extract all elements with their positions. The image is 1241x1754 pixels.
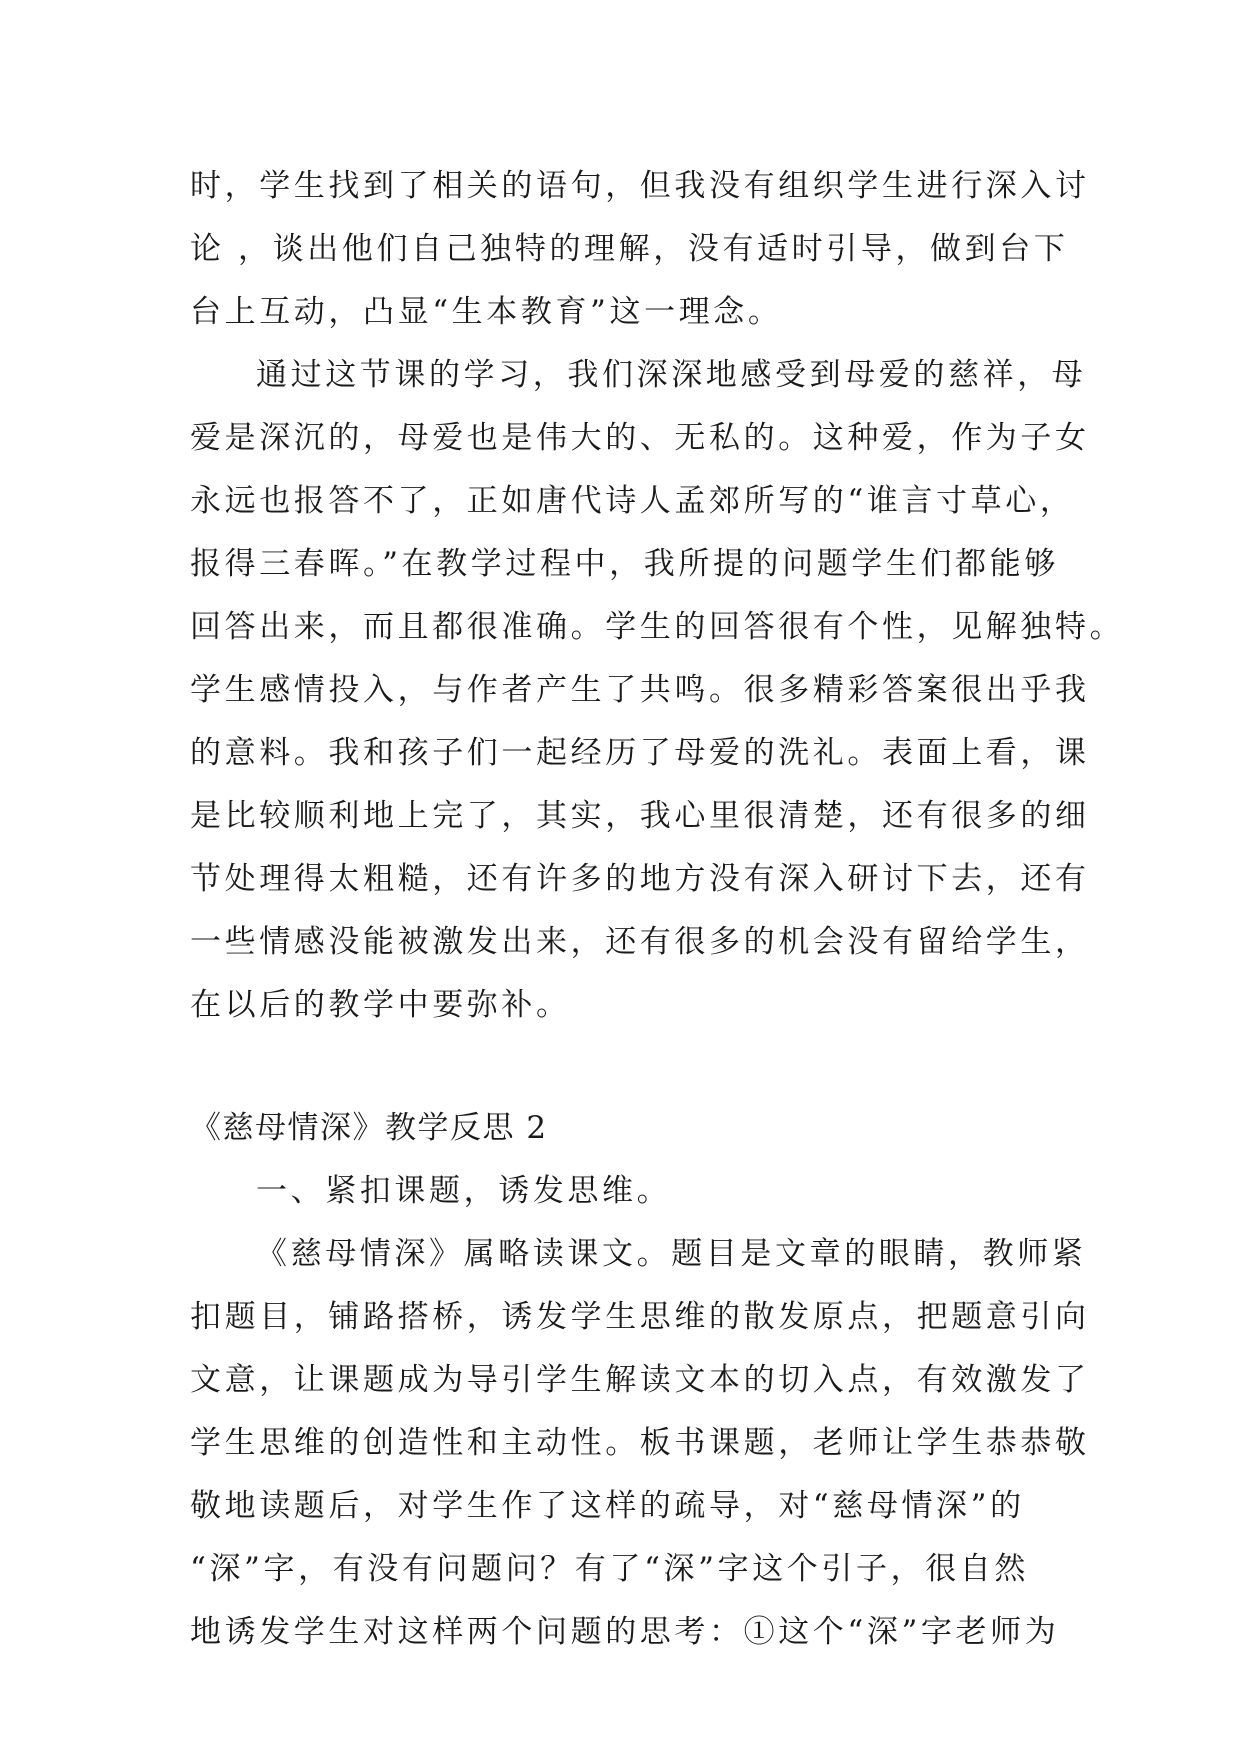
text-line: 台上互动，凸显“生本教育”这一理念。 bbox=[190, 294, 783, 330]
text-line: 《慈母情深》属略读课文。题目是文章的眼睛，教师紧 bbox=[256, 1236, 1087, 1272]
document-body bbox=[190, 155, 1125, 1664]
text-line: 永远也报答不了，正如唐代诗人孟郊所写的“谁言寸草心， bbox=[190, 483, 1075, 519]
section-title: 《慈母情深》教学反思 2 bbox=[190, 1110, 548, 1146]
text-line: 学生思维的创造性和主动性。板书课题，老师让学生恭恭敬 bbox=[190, 1425, 1090, 1461]
section-spacer bbox=[190, 1037, 1050, 1097]
text-line: 是比较顺利地上完了，其实，我心里很清楚，还有很多的细 bbox=[190, 798, 1090, 834]
text-line: 通过这节课的学习，我们深深地感受到母爱的慈祥，母 bbox=[256, 357, 1087, 393]
text-line: 回答出来，而且都很准确。学生的回答很有个性，见解独特。 bbox=[190, 609, 1125, 645]
text-line: 节处理得太粗糙，还有许多的地方没有深入研讨下去，还有 bbox=[190, 861, 1090, 897]
text-line: 报得三春晖。”在教学过程中，我所提的问题学生们都能够 bbox=[190, 546, 1059, 582]
text-line: 爱是深沉的，母爱也是伟大的、无私的。这种爱，作为子女 bbox=[190, 420, 1090, 456]
text-line: 在以后的教学中要弥补。 bbox=[190, 987, 571, 1023]
paragraph-continued bbox=[190, 155, 1090, 344]
text-line: 地诱发学生对这样两个问题的思考：①这个“深”字老师为 bbox=[190, 1614, 1060, 1650]
text-line: 的意料。我和孩子们一起经历了母爱的洗礼。表面上看，课 bbox=[190, 735, 1090, 771]
paragraph-title-analysis bbox=[190, 1223, 1090, 1664]
text-line: 学生感情投入，与作者产生了共鸣。很多精彩答案很出乎我 bbox=[190, 672, 1090, 708]
paragraph-reflection bbox=[190, 344, 1125, 1037]
text-line: “深”字，有没有问题问？有了“深”字这个引子，很自然 bbox=[190, 1551, 1029, 1587]
text-line: 文意，让课题成为导引学生解读文本的切入点，有效激发了 bbox=[190, 1362, 1090, 1398]
text-line: 敬地读题后，对学生作了这样的疏导，对“慈母情深”的 bbox=[190, 1488, 1025, 1524]
subheading: 一、紧扣课题，诱发思维。 bbox=[256, 1173, 672, 1209]
text-line: 论 ，谈出他们自己独特的理解，没有适时引导，做到台下 bbox=[190, 231, 1069, 267]
text-line: 扣题目，铺路搭桥，诱发学生思维的散发原点，把题意引向 bbox=[190, 1299, 1090, 1335]
text-line: 时，学生找到了相关的语句，但我没有组织学生进行深入讨 bbox=[190, 168, 1090, 204]
text-line: 一些情感没能被激发出来，还有很多的机会没有留给学生， bbox=[190, 924, 1090, 960]
